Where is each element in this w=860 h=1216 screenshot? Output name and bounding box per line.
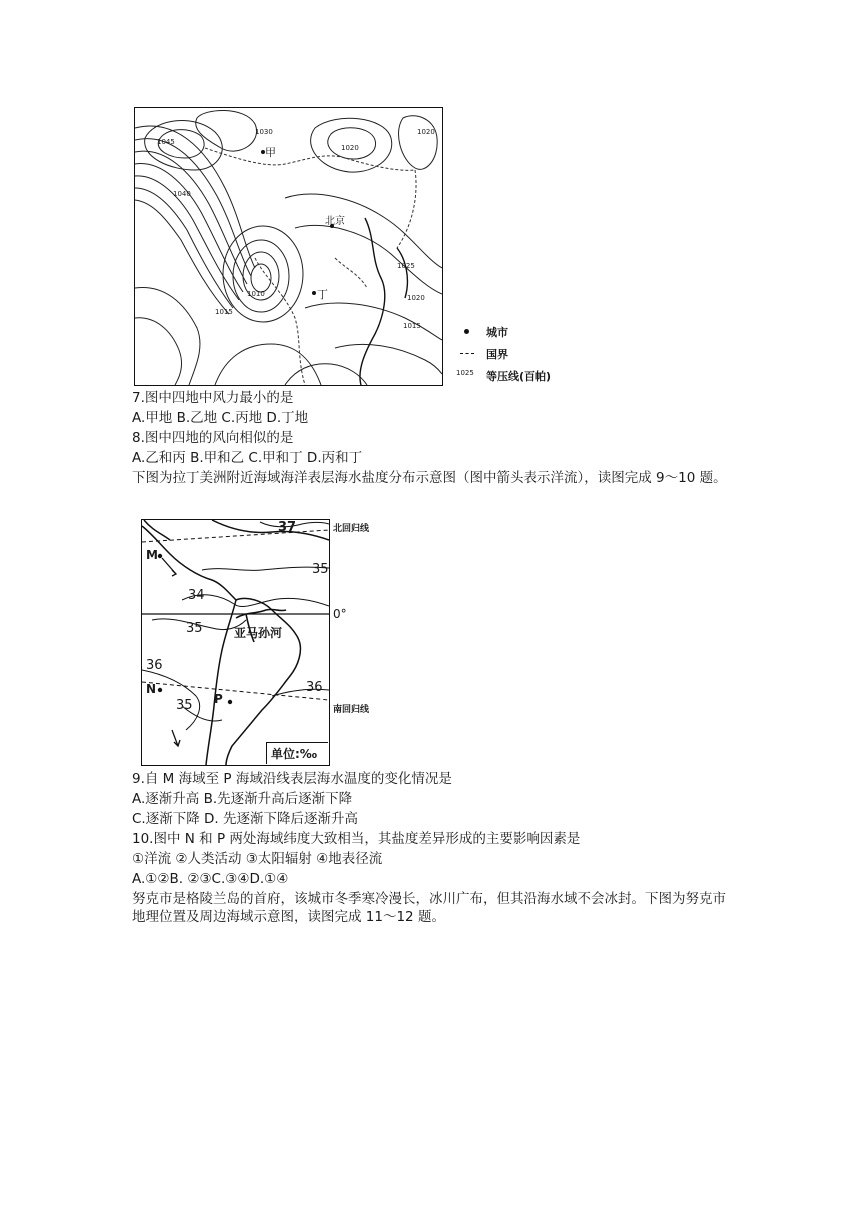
- tropic-north-label: 北回归线: [333, 524, 370, 534]
- label-beijing: 北京: [325, 216, 345, 227]
- q8-options: A.乙和丙 B.甲和乙 C.甲和丁 D.丙和丁: [132, 450, 363, 466]
- point-P-dot: [228, 700, 232, 704]
- label-ding: 丁: [317, 288, 328, 301]
- intro-salinity: 下图为拉丁美洲附近海域海洋表层海水盐度分布示意图（图中箭头表示洋流），读图完成 9～10 题。: [132, 470, 727, 486]
- label-iso-1015a: 1015: [215, 308, 233, 316]
- intro-nuuk: 努克市是格陵兰岛的首府，该城市冬季寒冷漫长，冰川广布，但其沿海水域不会冰封。下图为努克市地理位置及周边海域示意图，读图完成 11～12 题。: [132, 891, 726, 925]
- label-iso-1010: 1010: [247, 290, 265, 298]
- salinity-37: 37: [278, 520, 297, 535]
- label-iso-1030: 1030: [255, 128, 273, 136]
- border-legend-line: [460, 353, 474, 354]
- label-jia: 甲: [265, 146, 276, 159]
- legend-border: 国界: [486, 348, 508, 361]
- q9-stem: 9.自 M 海域至 P 海域沿线表层海水温度的变化情况是: [132, 771, 452, 787]
- label-iso-1025: 1025: [397, 262, 415, 270]
- label-iso-1020a: 1020: [341, 144, 359, 152]
- amazon-river-label: 亚马孙河: [234, 626, 283, 640]
- label-M: M: [146, 548, 158, 562]
- salinity-36b: 36: [306, 680, 323, 695]
- label-iso-1015b: 1015: [403, 322, 421, 330]
- tropic-south-label: 南回归线: [333, 705, 370, 715]
- point-M-dot: [158, 554, 162, 558]
- salinity-34: 34: [188, 588, 205, 603]
- label-N: N: [146, 682, 157, 696]
- q7-stem: 7.图中四地中风力最小的是: [132, 390, 294, 406]
- equator-label: 0°: [333, 607, 347, 621]
- q9-options-a: A.逐渐升高 B.先逐渐升高后逐渐下降: [132, 791, 353, 807]
- q8-stem: 8.图中四地的风向相似的是: [132, 430, 294, 446]
- isobar-lines: [135, 108, 442, 385]
- point-N-dot: [158, 688, 162, 692]
- salinity-lines: [142, 520, 329, 765]
- salinity-35a: 35: [312, 562, 329, 577]
- salinity-35b: 35: [186, 621, 203, 636]
- isobar-map-legend: [456, 322, 576, 386]
- label-iso-1020c: 1020: [407, 294, 425, 302]
- q9-options-b: C.逐渐下降 D. 先逐渐下降后逐渐升高: [132, 811, 358, 827]
- q10-stem: 10.图中 N 和 P 两处海域纬度大致相当，其盐度差异形成的主要影响因素是: [132, 831, 581, 847]
- unit-box: [266, 742, 328, 764]
- label-iso-1040: 1040: [173, 190, 191, 198]
- isobar-map: [134, 107, 443, 386]
- label-iso-1045: 1045: [157, 138, 175, 146]
- label-iso-1020b: 1020: [417, 128, 435, 136]
- q7-options: A.甲地 B.乙地 C.丙地 D.丁地: [132, 410, 309, 426]
- city-legend-dot: [464, 329, 469, 334]
- salinity-36a: 36: [146, 658, 163, 673]
- legend-city: 城市: [486, 326, 508, 339]
- label-P: P: [214, 692, 223, 706]
- salinity-35c: 35: [176, 698, 193, 713]
- q10-factors: ①洋流 ②人类活动 ③太阳辐射 ④地表径流: [132, 851, 383, 867]
- legend-isobar: 等压线(百帕): [486, 370, 552, 383]
- q10-options: A.①②B. ②③C.③④D.①④: [132, 871, 289, 887]
- salinity-map: [141, 519, 330, 766]
- unit-label: 单位:‰: [271, 747, 318, 761]
- city-ding-dot: [312, 291, 316, 295]
- isobar-legend-sample: 1025: [456, 369, 474, 377]
